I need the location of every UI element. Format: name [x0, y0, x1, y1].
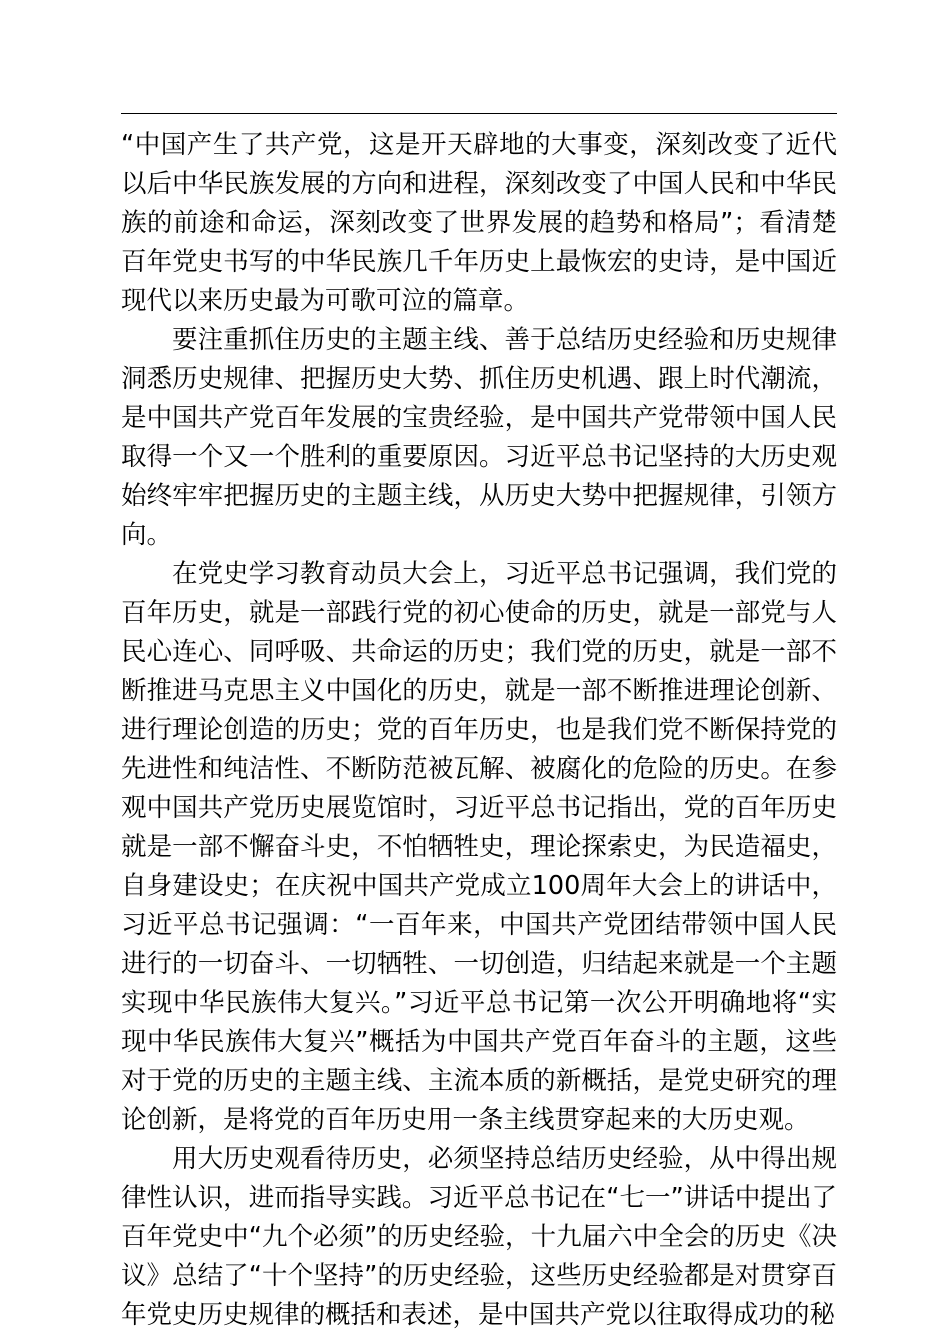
paragraph-2: 要注重抓住历史的主题主线、善于总结历史经验和历史规律洞悉历史规律、把握历史大势、抓住历史机遇、跟上时代潮流，是中国共产党百年发展的宝贵经验，是中国共产党带领中国人民取得一个又一个胜利的重要原因。习近平总书记坚持的大历史观始终牢牢把握历史的主题主线，从历史大势中把握规律，引领方向。 — [121, 325, 837, 550]
paragraph-3: 在党史学习教育动员大会上，习近平总书记强调，我们党的百年历史，就是一部践行党的初心使命的历史，就是一部党与人民心连心、同呼吸、共命运的历史；我们党的历史，就是一部不断推进马克思主义中国化的历史，就是一部不断推进理论创新、进行理论创造的历史；党的百年历史，也是我们党不断保持党的先进性和纯洁性、不断防范被瓦解、被腐化的危险的历史。在参观中国共产党历史展览馆时，习近平总书记指出，党的百年历史就是一部不懈奋斗史，不怕牺牲史，理论探索史，为民造福史，自身建设史；在庆祝中国共产党成立100周年大会上的讲话中，习近平总书记强调：“一百年来，中国共产党团结带领中国人民进行的一切奋斗、一切牺牲、一切创造，归结起来就是一个主题实现中华民族伟大复兴。”习近平总书记第一次公开明确地将“实现中华民族伟大复兴”概括为中国共产党百年奋斗的主题，这些对于党的历史的主题主线、主流本质的新概括，是党史研究的理论创新，是将党的百年历史用一条主线贯穿起来的大历史观。 — [121, 559, 837, 1135]
header-rule — [121, 113, 837, 114]
paragraph-1: “中国产生了共产党，这是开天辟地的大事变，深刻改变了近代以后中华民族发展的方向和进程，深刻改变了中国人民和中华民族的前途和命运，深刻改变了世界发展的趋势和格局”；看清楚百年党史书写的中华民族几千年历史上最恢宏的史诗，是中国近现代以来历史最为可歌可泣的篇章。 — [121, 130, 837, 316]
document-body — [121, 126, 837, 1335]
paragraph-4: 用大历史观看待历史，必须坚持总结历史经验，从中得出规律性认识，进而指导实践。习近平总书记在“七一”讲话中提出了百年党史中“九个必须”的历史经验，十九届六中全会的历史《决议》总结了“十个坚持”的历史经验，这些历史经验都是对贯穿百年党史历史规律的概括和表述，是中国共产党以往取得成功的秘 — [121, 1144, 837, 1330]
